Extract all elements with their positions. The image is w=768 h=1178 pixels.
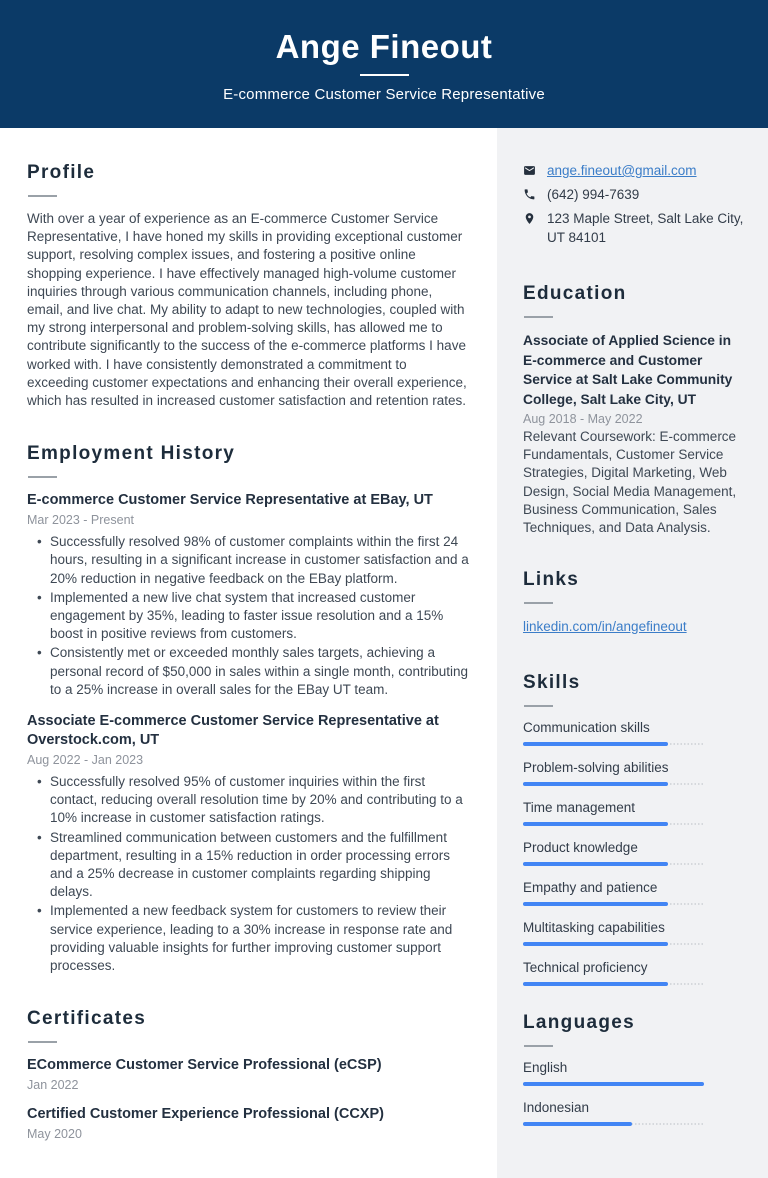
resume-header	[0, 0, 768, 128]
location-pin-icon	[523, 212, 536, 225]
certificate-date: Jan 2022	[27, 1078, 79, 1093]
skill-label: Communication skills	[523, 719, 650, 735]
skills-heading: Skills	[523, 671, 581, 693]
skill-bar	[523, 862, 704, 867]
language-bar	[523, 1082, 704, 1087]
language-label: English	[523, 1059, 568, 1075]
skills-section	[523, 672, 745, 987]
contact-block	[523, 161, 745, 247]
skill-label: Technical proficiency	[523, 959, 648, 975]
skill-bar	[523, 742, 704, 747]
section-rule	[28, 476, 57, 478]
section-rule	[524, 602, 553, 604]
skill-label: Time management	[523, 799, 636, 815]
skill-label: Problem-solving abilities	[523, 759, 669, 775]
job-bullet: • Implemented a new feedback system for customers to review their service experience, leading to a 30% increase in response rate and providing valuable insights for further improving customer support processes.	[50, 902, 469, 975]
job-bullet: • Implemented a new live chat system that increased customer engagement by 35%, leading to faster issue resolution and a 15% boost in positive reviews from customers.	[50, 589, 469, 644]
job-title: E-commerce Customer Service Representative at EBay, UT	[27, 492, 433, 509]
contact-address-row	[523, 209, 745, 247]
skill-bar	[523, 822, 704, 827]
languages-heading: Languages	[523, 1011, 635, 1033]
section-rule	[28, 195, 57, 197]
skill-bar-fill	[523, 742, 668, 746]
language-bar-fill	[523, 1122, 632, 1126]
job-bullet: • Successfully resolved 98% of customer complaints within the first 24 hours, resulting in a significant increase in customer satisfaction and a 20% reduction in negative feedback on the EBay platform.	[50, 533, 469, 588]
language-bar	[523, 1122, 704, 1127]
contact-email-row	[523, 161, 745, 180]
skill-item	[523, 880, 745, 907]
sidebar	[497, 128, 768, 1178]
skill-bar-fill	[523, 982, 668, 986]
certificates-section	[27, 1008, 469, 1141]
skill-label: Product knowledge	[523, 839, 638, 855]
envelope-icon	[523, 164, 536, 177]
phone-icon	[523, 188, 536, 201]
skill-item	[523, 960, 745, 987]
degree-title: Associate of Applied Science in E-commerce and Customer Service at Salt Lake Community College, Salt Lake City, UT	[523, 333, 733, 408]
section-rule	[28, 1041, 57, 1043]
candidate-job-title: E-commerce Customer Service Representative	[223, 86, 545, 104]
skill-bar-fill	[523, 822, 668, 826]
main-column	[0, 128, 497, 1178]
job-dates: Mar 2023 - Present	[27, 513, 134, 528]
skill-item	[523, 840, 745, 867]
education-heading: Education	[523, 283, 627, 304]
profile-text: With over a year of experience as an E-commerce Customer Service Representative, I have honed my skills in providing exceptional customer support, resolving complex issues, and fostering a positive online shopping experience. I have effectively managed high-volume customer inquiries through various communication channels, including phone, email, and live chat. My ability to adapt to new technologies, coupled with my strong interpersonal and problem-solving skills, has allowed me to contribute significantly to the success of the e-commerce platforms I have worked with. I have consistently demonstrated a commitment to exceeding customer expectations and enhancing their overall experience, which has resulted in increased customer satisfaction and retention rates.	[27, 211, 467, 409]
language-bar-fill	[523, 1082, 704, 1086]
skill-bar	[523, 942, 704, 947]
language-item	[523, 1060, 745, 1087]
profile-section	[27, 162, 469, 410]
skill-item	[523, 800, 745, 827]
employment-heading: Employment History	[27, 443, 236, 465]
skill-bar-fill	[523, 782, 668, 786]
skill-bar	[523, 782, 704, 787]
job-bullet-list	[27, 533, 469, 699]
job-bullet: • Successfully resolved 95% of customer inquiries within the first contact, reducing overall resolution time by 20% and contributing to a 10% increase in customer satisfaction ratings.	[50, 773, 469, 828]
employment-section	[27, 443, 469, 975]
section-rule	[524, 1045, 553, 1047]
skill-bar	[523, 982, 704, 987]
language-label: Indonesian	[523, 1099, 590, 1115]
certificate-title: ECommerce Customer Service Professional (eCSP)	[27, 1057, 382, 1074]
phone-number: (642) 994-7639	[547, 187, 640, 202]
skill-item	[523, 760, 745, 787]
job-bullet-list	[27, 773, 469, 975]
skill-label: Empathy and patience	[523, 879, 658, 895]
certificate-date: May 2020	[27, 1127, 82, 1142]
skill-bar	[523, 902, 704, 907]
candidate-name: Ange Fineout	[275, 27, 493, 65]
job-bullet: • Consistently met or exceeded monthly sales targets, achieving a personal record of $50,000 in sales within a single month, contributing to a 25% increase in overall sales for the EBay UT team.	[50, 644, 469, 699]
job-bullet: • Streamlined communication between customers and the fulfillment department, resulting in a 15% reduction in order processing errors and a 25% decrease in customer complaints regarding shipping delays.	[50, 829, 469, 902]
job-title: Associate E-commerce Customer Service Representative at Overstock.com, UT	[27, 713, 439, 749]
links-section	[523, 569, 745, 636]
education-description: Relevant Coursework: E-commerce Fundamentals, Customer Service Strategies, Digital Marketing, Web Design, Social Media Management, Business Communication, Sales Techniques, and Data Analysis.	[523, 428, 737, 536]
job-entry	[27, 491, 469, 699]
skill-item	[523, 720, 745, 747]
skill-item	[523, 920, 745, 947]
section-rule	[524, 316, 553, 318]
linkedin-link[interactable]: linkedin.com/in/angefineout	[523, 618, 687, 634]
certificate-entry	[27, 1105, 469, 1141]
education-dates: Aug 2018 - May 2022	[523, 411, 643, 426]
address-text: 123 Maple Street, Salt Lake City, UT 84101	[547, 211, 744, 245]
header-divider	[360, 74, 409, 76]
skill-bar-fill	[523, 902, 668, 906]
certificates-heading: Certificates	[27, 1008, 147, 1030]
certificate-entry	[27, 1056, 469, 1092]
skill-bar-fill	[523, 862, 668, 866]
profile-heading: Profile	[27, 162, 96, 183]
section-rule	[524, 705, 553, 707]
languages-section	[523, 1012, 745, 1127]
education-section	[523, 283, 745, 538]
links-heading: Links	[523, 568, 580, 590]
resume-body	[0, 128, 768, 1178]
certificate-title: Certified Customer Experience Professional (CCXP)	[27, 1106, 384, 1123]
job-entry	[27, 712, 469, 975]
contact-phone-row	[523, 185, 745, 204]
skill-label: Multitasking capabilities	[523, 919, 665, 935]
email-link[interactable]: ange.fineout@gmail.com	[547, 163, 697, 178]
skill-bar-fill	[523, 942, 668, 946]
job-dates: Aug 2022 - Jan 2023	[27, 753, 144, 768]
language-item	[523, 1100, 745, 1127]
